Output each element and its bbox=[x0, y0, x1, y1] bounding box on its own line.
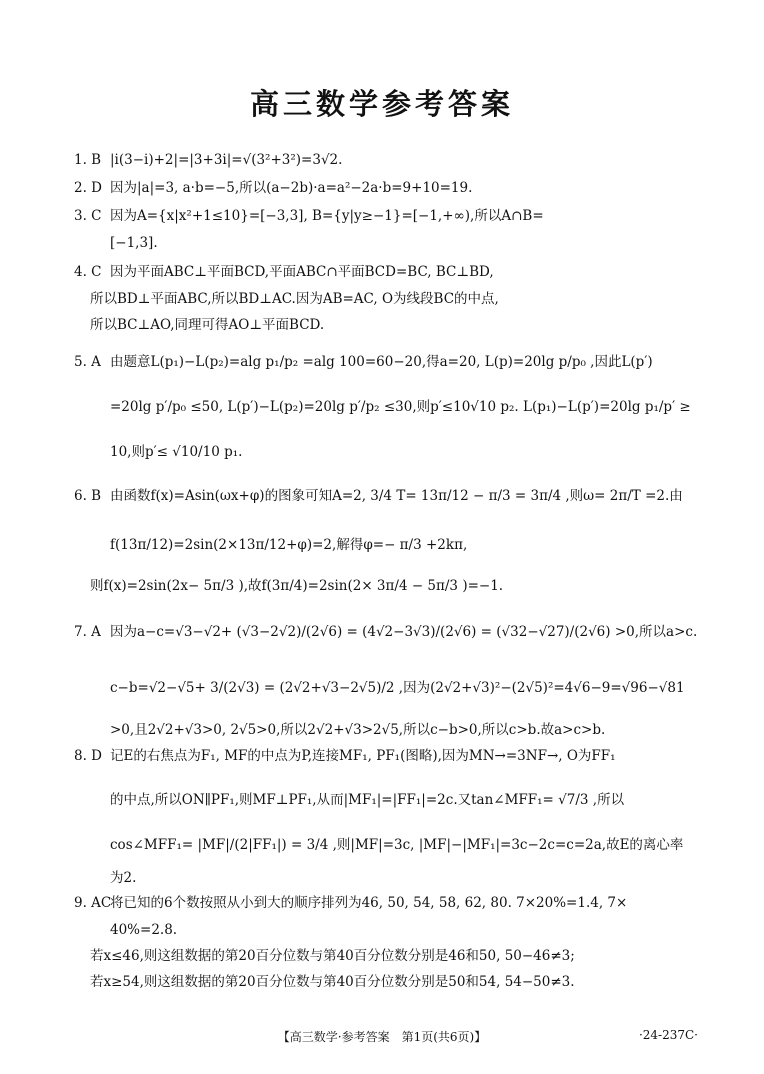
answer-line bbox=[74, 835, 683, 855]
answer-line bbox=[74, 233, 158, 253]
answer-line bbox=[90, 972, 575, 992]
answer-text: cos∠MFF₁= |MF|/(2|FF₁|) = 3/4 ,则|MF|=3c, |MF|−|MF₁|=3c−2c=c=2a,故E的离心率 bbox=[110, 837, 684, 853]
answer-text: 为2. bbox=[110, 870, 137, 886]
answer-text: 记E的右焦点为F₁, MF的中点为P,连接MF₁, PF₁(图略),因为MN→=3NF→, O为FF₁ bbox=[110, 748, 616, 764]
answer-line bbox=[74, 178, 472, 198]
answer-text: 由题意L(p₁)−L(p₂)=alg p₁/p₂ =alg 100=60−20,得a=20, L(p)=20lg p/p₀ ,因此L(p′) bbox=[110, 354, 653, 370]
answer-text: 所以BD⊥平面ABC,所以BD⊥AC.因为AB=AC, O为线段BC的中点, bbox=[90, 291, 499, 307]
answer-line bbox=[74, 206, 544, 226]
answer-line bbox=[74, 678, 685, 698]
answer-text: 40%=2.8. bbox=[110, 922, 178, 938]
answer-text: 因为平面ABC⊥平面BCD,平面ABC∩平面BCD=BC, BC⊥BD, bbox=[110, 264, 494, 280]
answer-text: =20lg p′/p₀ ≤50, L(p′)−L(p₂)=20lg p′/p₂ ≤30,则p′≤10√10 p₂. L(p₁)−L(p′)=20lg p₁/p′ ≥ bbox=[110, 399, 691, 415]
answer-line bbox=[74, 535, 467, 555]
footer-page-info: 【高三数学·参考答案 第1页(共6页)】 bbox=[277, 1030, 487, 1044]
answer-line bbox=[90, 315, 324, 335]
answer-line bbox=[74, 720, 605, 740]
answer-line bbox=[74, 262, 494, 282]
answer-text: f(13π/12)=2sin(2×13π/12+φ)=2,解得φ=− π/3 +2kπ, bbox=[110, 537, 468, 553]
question-number: 6. B bbox=[74, 488, 102, 504]
question-number: 9. AC bbox=[74, 895, 112, 911]
question-number: 8. D bbox=[74, 748, 102, 764]
answer-text: 则f(x)=2sin(2x− 5π/3 ),故f(3π/4)=2sin(2× 3π/4 − 5π/3 )=−1. bbox=[90, 578, 504, 594]
question-number: 2. D bbox=[74, 180, 102, 196]
answer-line bbox=[74, 442, 242, 462]
answer-line bbox=[74, 920, 177, 940]
answer-text: 所以BC⊥AO,同理可得AO⊥平面BCD. bbox=[90, 317, 325, 333]
answer-line bbox=[74, 893, 627, 913]
answer-text: 由函数f(x)=Asin(ωx+φ)的图象可知A=2, 3/4 T= 13π/12 − π/3 = 3π/4 ,则ω= 2π/T =2.由 bbox=[110, 488, 683, 504]
answer-line bbox=[74, 486, 683, 506]
answer-text: 因为a−c=√3−√2+ (√3−2√2)/(2√6) = (4√2−3√3)/(2√6) = (√32−√27)/(2√6) >0,所以a>c. bbox=[110, 624, 698, 640]
answer-line bbox=[74, 352, 653, 372]
answer-text: 若x≥54,则这组数据的第20百分位数与第40百分位数分别是50和54, 54−50≠3. bbox=[90, 974, 575, 990]
answer-text: 因为A={x|x²+1≤10}=[−3,3], B={y|y≥−1}=[−1,+∞),所以A∩B= bbox=[110, 208, 544, 224]
answer-text: >0,且2√2+√3>0, 2√5>0,所以2√2+√3>2√5,所以c−b>0,所以c>b.故a>c>b. bbox=[110, 722, 606, 738]
question-number: 7. A bbox=[74, 624, 101, 640]
answer-text: |i(3−i)+2|=|3+3i|=√(3²+3²)=3√2. bbox=[110, 152, 343, 168]
question-number: 3. C bbox=[74, 208, 102, 224]
answer-line bbox=[74, 622, 697, 642]
footer-code: ·24-237C· bbox=[638, 1028, 698, 1042]
answer-line bbox=[74, 746, 616, 766]
answer-text: 将已知的6个数按照从小到大的顺序排列为46, 50, 54, 58, 62, 80. 7×20%=1.4, 7× bbox=[110, 895, 628, 911]
page-title: 高三数学参考答案 bbox=[249, 87, 514, 121]
answer-text: c−b=√2−√5+ 3/(2√3) = (2√2+√3−2√5)/2 ,因为(2√2+√3)²−(2√5)²=4√6−9=√96−√81 bbox=[110, 680, 685, 696]
answer-line bbox=[74, 150, 342, 170]
answer-line bbox=[90, 289, 499, 309]
answer-line bbox=[90, 946, 575, 966]
answer-text: [−1,3]. bbox=[110, 235, 158, 251]
answer-line bbox=[74, 790, 624, 810]
answer-line bbox=[90, 576, 503, 596]
answer-text: 因为|a|=3, a·b=−5,所以(a−2b)·a=a²−2a·b=9+10=19. bbox=[110, 180, 473, 196]
answer-text: 若x≤46,则这组数据的第20百分位数与第40百分位数分别是46和50, 50−46≠3; bbox=[90, 948, 575, 964]
question-number: 5. A bbox=[74, 354, 101, 370]
question-number: 1. B bbox=[74, 152, 102, 168]
question-number: 4. C bbox=[74, 264, 102, 280]
answer-text: 10,则p′≤ √10/10 p₁. bbox=[110, 444, 243, 460]
answer-line bbox=[74, 397, 691, 417]
answer-text: 的中点,所以ON∥PF₁,则MF⊥PF₁,从而|MF₁|=|FF₁|=2c.又tan∠MFF₁= √7/3 ,所以 bbox=[110, 792, 625, 808]
answer-line bbox=[74, 868, 136, 888]
